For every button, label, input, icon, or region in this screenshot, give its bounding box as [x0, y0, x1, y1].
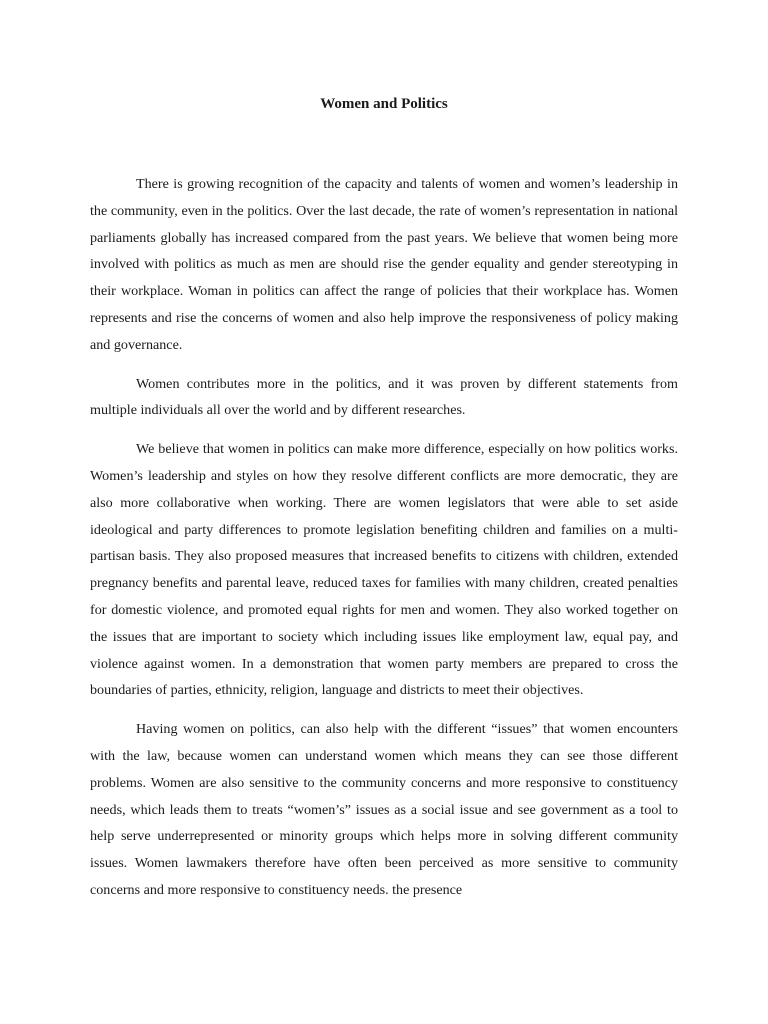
paragraph-1: There is growing recognition of the capacity and talents of women and women’s leadership in the community, even in the politics. Over the last decade, the rate of women’s representation in national parliaments globally has increased compared from the past years. We believe that women being more involved with politics as much as men are should rise the gender equality and gender stereotyping in their workplace. Woman in politics can affect the range of policies that their workplace has. Women represents and rise the concerns of women and also help improve the responsiveness of policy making and governance. [90, 176, 678, 353]
document-body [90, 171, 678, 916]
paragraph-2: Women contributes more in the politics, and it was proven by different statements from multiple individuals all over the world and by different researches. [90, 375, 678, 419]
paragraph-4: Having women on politics, can also help with the different “issues” that women encounters with the law, because women can understand women which means they can see those different problems. Women are also sensitive to the community concerns and more responsive to constituency needs, which leads them to treats “women’s” issues as a social issue and see government as a tool to help serve underrepresented or minority groups which helps more in solving different community issues. Women lawmakers therefore have often been perceived as more sensitive to community concerns and more responsive to constituency needs. the presence [90, 721, 678, 898]
document-title: Women and Politics [320, 96, 448, 112]
paragraph-3: We believe that women in politics can make more difference, especially on how politics works. Women’s leadership and styles on how they resolve different conflicts are more democratic, they are also more collaborative when working. There are women legislators that were able to set aside ideological and party differences to promote legislation benefiting children and families on a multi-partisan basis. They also proposed measures that increased benefits to citizens with children, extended pregnancy benefits and parental leave, reduced taxes for families with many children, created penalties for domestic violence, and promoted equal rights for men and women. They also worked together on the issues that are important to society which including issues like employment law, equal pay, and violence against women. In a demonstration that women party members are prepared to cross the boundaries of parties, ethnicity, religion, language and districts to meet their objectives. [90, 441, 678, 699]
